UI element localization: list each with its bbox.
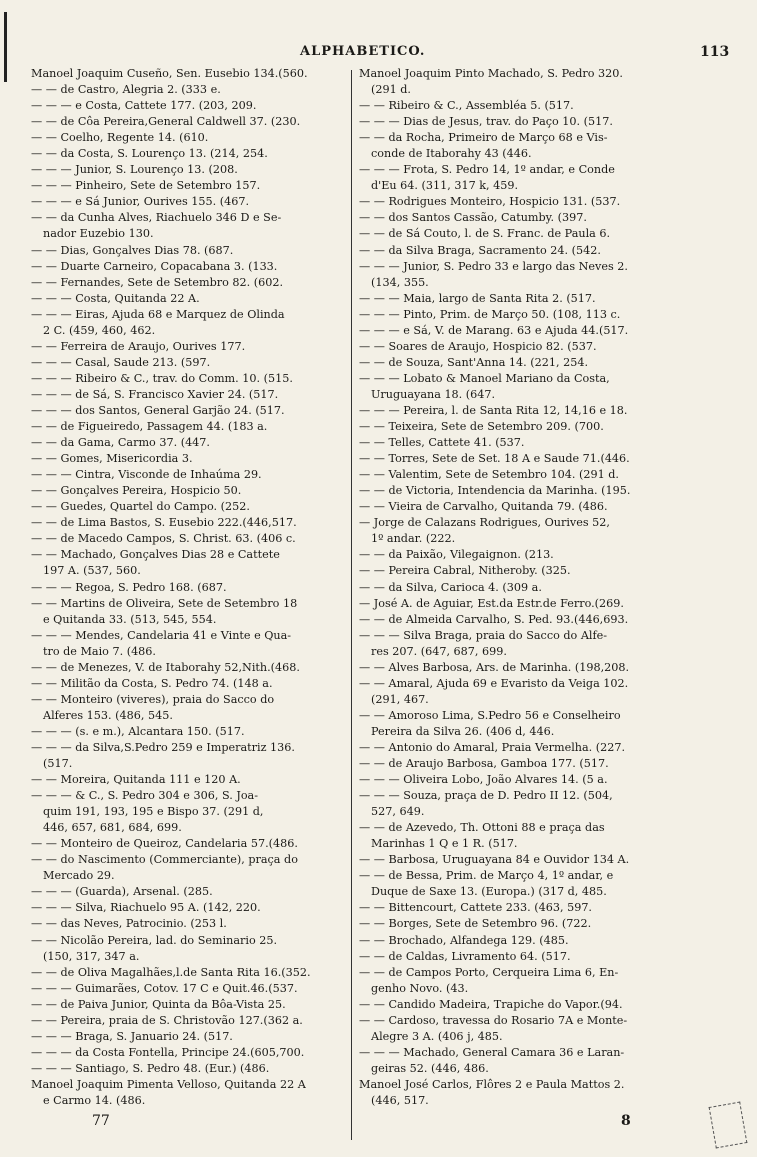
entry-line: — — Amoroso Lima, S.Pedro 56 e Conselheiro bbox=[359, 708, 621, 722]
entry-line: — — Coelho, Regente 14. (610. bbox=[31, 131, 209, 145]
entry-line: — — Ribeiro & C., Assembléa 5. (517. bbox=[359, 99, 574, 113]
entry-line: — — — Casal, Saude 213. (597. bbox=[31, 355, 211, 369]
column-divider bbox=[351, 70, 352, 1140]
entry-line: Manoel Joaquim Cuseño, Sen. Eusebio 134.(560. bbox=[31, 67, 308, 80]
entry-line: 2 C. (459, 460, 462. bbox=[43, 323, 156, 337]
entry-line: Alegre 3 A. (406 j, 485. bbox=[371, 1029, 503, 1043]
entry-line: — — Vieira de Carvalho, Quitanda 79. (486. bbox=[359, 500, 608, 514]
entry-line: — — — e Sá Junior, Ourives 155. (467. bbox=[31, 195, 250, 209]
entry-line: — — — Mendes, Candelaria 41 e Vinte e Qua- bbox=[31, 628, 292, 642]
entry-line: — — da Gama, Carmo 37. (447. bbox=[31, 436, 210, 450]
corner-stamp bbox=[709, 1102, 748, 1149]
entry-line: — — Bittencourt, Cattete 233. (463, 597. bbox=[359, 901, 592, 915]
entry-line: — — de Lima Bastos, S. Eusebio 222.(446,517. bbox=[31, 516, 297, 530]
entry-line: — — — Junior, S. Pedro 33 e largo das Neves 2. bbox=[359, 259, 628, 273]
entry-line: — — Barbosa, Uruguayana 84 e Ouvidor 134 A. bbox=[359, 853, 630, 867]
entry-line: — — Monteiro de Queiroz, Candelaria 57.(486. bbox=[31, 837, 298, 851]
entry-line: — — — Cintra, Visconde de Inhaúma 29. bbox=[31, 468, 262, 482]
entry-line: — — de Paiva Junior, Quinta da Bôa-Vista 25. bbox=[31, 997, 286, 1011]
entry-line: — — de Araujo Barbosa, Gamboa 177. (517. bbox=[359, 757, 609, 771]
entry-line: (150, 317, 347 a. bbox=[43, 949, 140, 963]
entry-line: — — de Castro, Alegria 2. (333 e. bbox=[31, 83, 221, 97]
entry-line: — — — Oliveira Lobo, João Alvares 14. (5 a. bbox=[359, 773, 608, 787]
entry-line: Manoel José Carlos, Flôres 2 e Paula Mattos 2. bbox=[359, 1077, 625, 1091]
entry-line: quim 191, 193, 195 e Bispo 37. (291 d, bbox=[43, 805, 264, 819]
entry-line: tro de Maio 7. (486. bbox=[43, 644, 156, 658]
entry-line: — — da Rocha, Primeiro de Março 68 e Vis- bbox=[359, 131, 608, 145]
entry-line: Duque de Saxe 13. (Europa.) (317 d, 485. bbox=[371, 885, 607, 899]
entry-line: — — Martins de Oliveira, Sete de Setembro 18 bbox=[31, 596, 298, 610]
entry-line: Marinhas 1 Q e 1 R. (517. bbox=[371, 837, 518, 851]
entry-line: — — — Guimarães, Cotov. 17 C e Quit.46.(537. bbox=[31, 981, 298, 995]
entry-line: — — Valentim, Sete de Setembro 104. (291 d. bbox=[359, 468, 619, 482]
entry-line: (134, 355. bbox=[371, 275, 429, 289]
entry-line: — Jorge de Calazans Rodrigues, Ourives 52, bbox=[359, 516, 610, 530]
entry-line: — — — Souza, praça de D. Pedro II 12. (504, bbox=[359, 789, 613, 803]
entry-line: — — Gomes, Misericordia 3. bbox=[31, 452, 193, 466]
entry-line: — — Gonçalves Pereira, Hospicio 50. bbox=[31, 484, 242, 498]
entry-line: — — de Almeida Carvalho, S. Ped. 93.(446,693. bbox=[359, 612, 629, 626]
entry-line: — — — da Silva,S.Pedro 259 e Imperatriz 136. bbox=[31, 740, 295, 754]
entry-line: — — — Pereira, l. de Santa Rita 12, 14,16 e 18. bbox=[359, 403, 628, 417]
entry-line: — — das Neves, Patrocinio. (253 l. bbox=[31, 917, 227, 931]
entry-line: — — Nicolão Pereira, lad. do Seminario 25. bbox=[31, 933, 278, 947]
entry-line: — — de Victoria, Intendencia da Marinha. (195. bbox=[359, 484, 631, 498]
entry-line: — — — Silva, Riachuelo 95 A. (142, 220. bbox=[31, 901, 261, 915]
entry-line: — — — Santiago, S. Pedro 48. (Eur.) (486. bbox=[31, 1061, 270, 1075]
entry-line: — — da Paixão, Vilegaignon. (213. bbox=[359, 548, 554, 562]
entry-line: — — Duarte Carneiro, Copacabana 3. (133. bbox=[31, 259, 278, 273]
entry-line: — — Antonio do Amaral, Praia Vermelha. (227. bbox=[359, 740, 626, 754]
entry-line: — — — Costa, Quitanda 22 A. bbox=[31, 291, 200, 305]
entry-line: — — — Machado, General Camara 36 e Laran- bbox=[359, 1045, 625, 1059]
entry-line: (517. bbox=[43, 757, 73, 771]
footer-signature-left: 77 bbox=[92, 1113, 110, 1129]
entry-line: — — de Figueiredo, Passagem 44. (183 a. bbox=[31, 420, 268, 434]
entry-line: (291 d. bbox=[371, 83, 411, 97]
right-column bbox=[359, 66, 681, 1109]
entry-line: — — Pereira, praia de S. Christovão 127.(362 a. bbox=[31, 1013, 303, 1027]
page-number: 113 bbox=[700, 44, 730, 60]
entry-line: — — da Costa, S. Lourenço 13. (214, 254. bbox=[31, 147, 268, 161]
entry-line: — — — Pinto, Prim. de Março 50. (108, 113 c. bbox=[359, 307, 621, 321]
entry-line: — — — Regoa, S. Pedro 168. (687. bbox=[31, 580, 227, 594]
entry-line: 1º andar. (222. bbox=[371, 532, 456, 546]
entry-line: — — Cardoso, travessa do Rosario 7A e Monte- bbox=[359, 1013, 628, 1027]
entry-line: — — de Caldas, Livramento 64. (517. bbox=[359, 949, 571, 963]
entry-line: — — Dias, Gonçalves Dias 78. (687. bbox=[31, 243, 234, 257]
entry-line: — — — Pinheiro, Sete de Setembro 157. bbox=[31, 179, 261, 193]
entry-line: — — Moreira, Quitanda 111 e 120 A. bbox=[31, 773, 241, 787]
entry-line: — — de Azevedo, Th. Ottoni 88 e praça das bbox=[359, 821, 605, 835]
entry-line: — — — Braga, S. Januario 24. (517. bbox=[31, 1029, 233, 1043]
entry-line: — — — Silva Braga, praia do Sacco do Alfe- bbox=[359, 628, 608, 642]
entry-line: — — de Oliva Magalhães,l.de Santa Rita 16.(352. bbox=[31, 965, 311, 979]
entry-line: — — — e Sá, V. de Marang. 63 e Ajuda 44.(517. bbox=[359, 323, 629, 337]
entry-line: — — — dos Santos, General Garjão 24. (517. bbox=[31, 403, 285, 417]
entry-line: — — de Campos Porto, Cerqueira Lima 6, En- bbox=[359, 965, 619, 979]
entry-line: — — — Maia, largo de Santa Rita 2. (517. bbox=[359, 291, 596, 305]
entry-line: Pereira da Silva 26. (406 d, 446. bbox=[371, 724, 555, 738]
entry-line: (446, 517. bbox=[371, 1094, 429, 1107]
entry-line: — — Militão da Costa, S. Pedro 74. (148 a. bbox=[31, 676, 273, 690]
entry-line: (291, 467. bbox=[371, 692, 429, 706]
entry-line: — — — de Sá, S. Francisco Xavier 24. (517. bbox=[31, 387, 279, 401]
entry-line: — — de Côa Pereira,General Caldwell 37. (230. bbox=[31, 115, 301, 129]
entry-line: — — Pereira Cabral, Nitheroby. (325. bbox=[359, 564, 571, 578]
entry-line: — — Soares de Araujo, Hospicio 82. (537. bbox=[359, 339, 597, 353]
entry-line: — — Brochado, Alfandega 129. (485. bbox=[359, 933, 569, 947]
entry-line: 197 A. (537, 560. bbox=[43, 564, 141, 578]
entry-line: — — — & C., S. Pedro 304 e 306, S. Joa- bbox=[31, 789, 258, 803]
entry-line: — — Guedes, Quartel do Campo. (252. bbox=[31, 500, 250, 514]
entry-line: — — de Menezes, V. de Itaborahy 52,Nith.(468. bbox=[31, 660, 300, 674]
entry-line: e Quitanda 33. (513, 545, 554. bbox=[43, 612, 217, 626]
entry-line: geiras 52. (446, 486. bbox=[371, 1061, 489, 1075]
entry-line: — — da Silva Braga, Sacramento 24. (542. bbox=[359, 243, 601, 257]
entry-line: — — Machado, Gonçalves Dias 28 e Cattete bbox=[31, 548, 280, 562]
entry-line: 446, 657, 681, 684, 699. bbox=[43, 821, 182, 835]
entry-line: — — Fernandes, Sete de Setembro 82. (602. bbox=[31, 275, 284, 289]
entry-line: — — — Junior, S. Lourenço 13. (208. bbox=[31, 163, 238, 177]
left-column bbox=[31, 66, 353, 1109]
entry-line: — — Borges, Sete de Setembro 96. (722. bbox=[359, 917, 592, 931]
entry-line: Manoel Joaquim Pimenta Velloso, Quitanda 22 A bbox=[31, 1077, 306, 1091]
entry-line: — — — (s. e m.), Alcantara 150. (517. bbox=[31, 724, 245, 738]
entry-line: — — Teixeira, Sete de Setembro 209. (700. bbox=[359, 420, 604, 434]
entry-line: — — Candido Madeira, Trapiche do Vapor.(94. bbox=[359, 997, 623, 1011]
running-title: ALPHABETICO. bbox=[300, 44, 426, 59]
entry-line: — — Monteiro (viveres), praia do Sacco do bbox=[31, 692, 275, 706]
footer-signature-right: 8 bbox=[621, 1113, 631, 1129]
entry-line: — — — da Costa Fontella, Principe 24.(605,700. bbox=[31, 1045, 305, 1059]
entry-line: — — — Ribeiro & C., trav. do Comm. 10. (515. bbox=[31, 371, 293, 385]
page-header bbox=[0, 44, 757, 64]
entry-line: — — Torres, Sete de Set. 18 A e Saude 71.(446. bbox=[359, 452, 630, 466]
entry-line: Uruguayana 18. (647. bbox=[371, 387, 496, 401]
entry-line: Mercado 29. bbox=[43, 869, 115, 883]
entry-line: — — de Macedo Campos, S. Christ. 63. (406 c. bbox=[31, 532, 296, 546]
entry-line: — — do Nascimento (Commerciante), praça do bbox=[31, 853, 298, 867]
entry-line: conde de Itaborahy 43 (446. bbox=[371, 147, 532, 161]
entry-line: d'Eu 64. (311, 317 k, 459. bbox=[371, 179, 519, 193]
entry-line: genho Novo. (43. bbox=[371, 981, 469, 995]
entry-line: 527, 649. bbox=[371, 805, 425, 819]
entry-line: e Carmo 14. (486. bbox=[43, 1094, 146, 1107]
entry-line: — — — e Costa, Cattete 177. (203, 209. bbox=[31, 99, 257, 113]
entry-line: — — — Eiras, Ajuda 68 e Marquez de Olinda bbox=[31, 307, 285, 321]
entry-line: Alferes 153. (486, 545. bbox=[43, 708, 173, 722]
entry-line: — — de Bessa, Prim. de Março 4, 1º andar, e bbox=[359, 869, 614, 883]
entry-line: — — Ferreira de Araujo, Ourives 177. bbox=[31, 339, 246, 353]
entry-line: — — dos Santos Cassão, Catumby. (397. bbox=[359, 211, 587, 225]
entry-line: — — Amaral, Ajuda 69 e Evaristo da Veiga 102. bbox=[359, 676, 629, 690]
entry-line: — — Rodrigues Monteiro, Hospicio 131. (537. bbox=[359, 195, 621, 209]
entry-line: res 207. (647, 687, 699. bbox=[371, 644, 507, 658]
entry-line: nador Euzebio 130. bbox=[43, 227, 154, 241]
entry-line: — — da Silva, Carioca 4. (309 a. bbox=[359, 580, 542, 594]
entry-line: — — Alves Barbosa, Ars. de Marinha. (198,208. bbox=[359, 660, 630, 674]
entry-line: — — de Sá Couto, l. de S. Franc. de Paula 6. bbox=[359, 227, 611, 241]
entry-line: — — Telles, Cattete 41. (537. bbox=[359, 436, 525, 450]
entry-line: — — — Dias de Jesus, trav. do Paço 10. (517. bbox=[359, 115, 613, 129]
entry-line: Manoel Joaquim Pinto Machado, S. Pedro 320. bbox=[359, 67, 623, 80]
entry-line: — — da Cunha Alves, Riachuelo 346 D e Se- bbox=[31, 211, 282, 225]
entry-line: — — de Souza, Sant'Anna 14. (221, 254. bbox=[359, 355, 589, 369]
entry-line: — — — Frota, S. Pedro 14, 1º andar, e Conde bbox=[359, 163, 615, 177]
entry-line: — José A. de Aguiar, Est.da Estr.de Ferro.(269. bbox=[359, 596, 624, 610]
entry-line: — — — Lobato & Manoel Mariano da Costa, bbox=[359, 371, 610, 385]
entry-line: — — — (Guarda), Arsenal. (285. bbox=[31, 885, 213, 899]
